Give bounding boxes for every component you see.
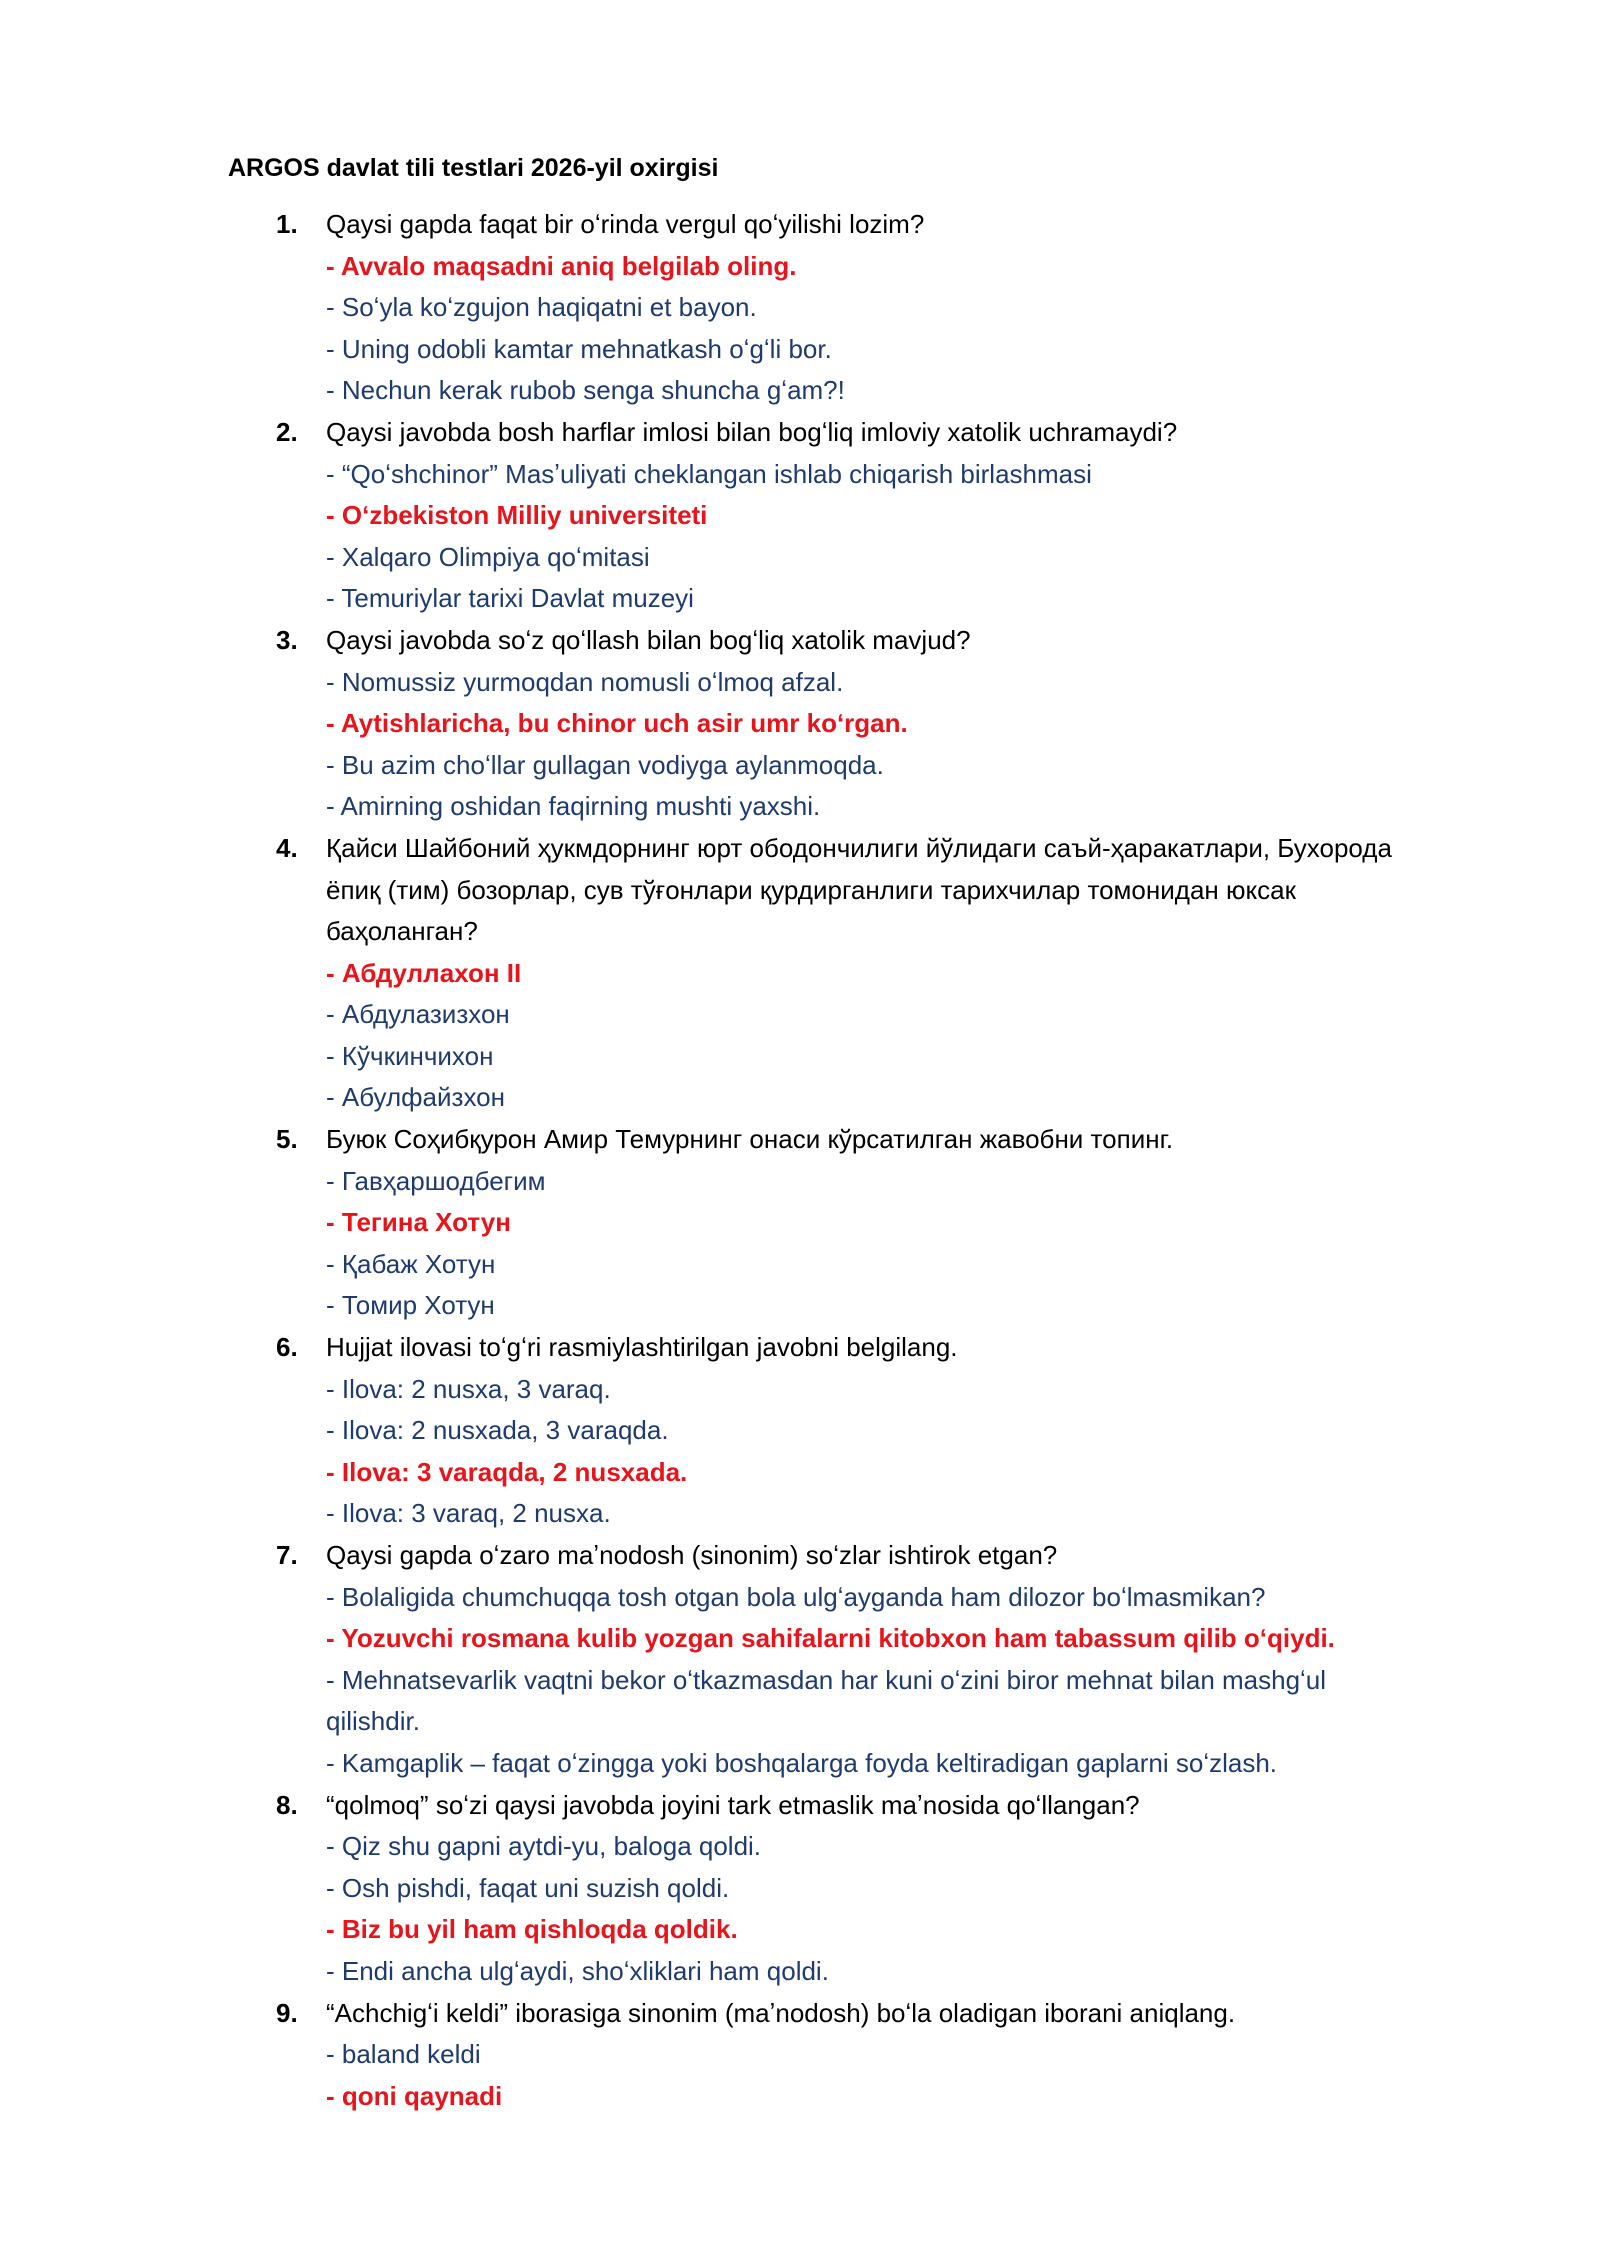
correct-answer-option: - Aytishlaricha, bu chinor uch asir umr koʻrgan.	[326, 708, 908, 739]
question-item	[228, 620, 1400, 828]
answer-option: - Osh pishdi, faqat uni suzish qoldi.	[326, 1872, 730, 1903]
question-item	[228, 828, 1400, 1119]
answer-option: - Ilova: 3 varaq, 2 nusxa.	[326, 1498, 611, 1529]
correct-answer-option: - Yozuvchi rosmana kulib yozgan sahifalarni kitobxon ham tabassum qilib oʻqiydi.	[326, 1623, 1335, 1654]
question-text: Қайси Шайбоний ҳукмдорнинг юрт ободончилиги йўлидаги саъй-ҳаракатлари, Бухорода ёпиқ (тим) бозорлар, сув тўғонлари қурдирганлиги тарихчилар томонидан юксак баҳоланган?	[326, 832, 1392, 947]
answer-option: - Абулфайзхон	[326, 1082, 505, 1113]
answer-options	[326, 1161, 1400, 1327]
answer-option: - Endi ancha ulgʻaydi, shoʻxliklari ham qoldi.	[326, 1955, 829, 1986]
answer-options	[326, 1826, 1400, 1992]
answer-options	[326, 246, 1400, 412]
question-text: Qaysi javobda soʻz qoʻllash bilan bogʻliq xatolik mavjud?	[326, 624, 971, 655]
answer-option: - Абдулазизхон	[326, 999, 510, 1030]
question-number: 7.	[276, 1540, 298, 1570]
question-text: Qaysi gapda oʻzaro maʼnodosh (sinonim) soʻzlar ishtirok etgan?	[326, 1540, 1058, 1570]
question-number: 1.	[276, 209, 298, 239]
correct-answer-option: - Ilova: 3 varaqda, 2 nusxada.	[326, 1456, 688, 1487]
answer-option: - Bu azim choʻllar gullagan vodiyga aylanmoqda.	[326, 749, 884, 780]
answer-option: - Ilova: 2 nusxa, 3 varaq.	[326, 1373, 611, 1404]
question-text: “Achchigʻi keldi” iborasiga sinonim (maʼnodosh) boʻla oladigan iborani aniqlang.	[326, 1997, 1236, 2028]
question-item	[228, 1119, 1400, 1327]
answer-option: - Кўчкинчихон	[326, 1040, 494, 1071]
correct-answer-option: - Oʻzbekiston Milliy universiteti	[326, 500, 708, 531]
answer-option: - “Qoʻshchinor” Masʼuliyati cheklangan ishlab chiqarish birlashmasi	[326, 458, 1092, 489]
document-title: ARGOS davlat tili testlari 2026-yil oxirgisi	[228, 154, 719, 182]
answer-option: - Kamgaplik – faqat oʻzingga yoki boshqalarga foyda keltiradigan gaplarni soʻzlash.	[326, 1747, 1278, 1778]
question-item	[228, 204, 1400, 412]
answer-options	[326, 1577, 1400, 1785]
question-list	[228, 204, 1400, 2117]
answer-options	[326, 1369, 1400, 1535]
correct-answer-option: - Абдуллахон II	[326, 957, 522, 988]
question-number: 6.	[276, 1332, 298, 1363]
question-number: 2.	[276, 416, 298, 447]
question-number: 5.	[276, 1124, 298, 1155]
answer-option: - Amirning oshidan faqirning mushti yaxshi.	[326, 791, 821, 822]
answer-option: - Ilova: 2 nusxada, 3 varaqda.	[326, 1415, 669, 1446]
answer-option: - Soʻyla koʻzgujon haqiqatni et bayon.	[326, 292, 757, 323]
question-number: 4.	[276, 832, 298, 863]
correct-answer-option: - Biz bu yil ham qishloqda qoldik.	[326, 1914, 738, 1945]
answer-options	[326, 2034, 1400, 2117]
question-text: Qaysi gapda faqat bir oʻrinda vergul qoʻyilishi lozim?	[326, 209, 925, 239]
question-item	[228, 1327, 1400, 1535]
answer-option: - Nechun kerak rubob senga shuncha gʻam?!	[326, 375, 845, 406]
question-text: Qaysi javobda bosh harflar imlosi bilan bogʻliq imloviy xatolik uchramaydi?	[326, 416, 1178, 447]
answer-option: - Nomussiz yurmoqdan nomusli oʻlmoq afzal.	[326, 666, 844, 697]
answer-option: - Uning odobli kamtar mehnatkash oʻgʻli bor.	[326, 333, 832, 364]
question-text: “qolmoq” soʻzi qaysi javobda joyini tark etmaslik maʼnosida qoʻllangan?	[326, 1789, 1140, 1820]
answer-options	[326, 662, 1400, 828]
question-item	[228, 412, 1400, 620]
question-text: Hujjat ilovasi toʻgʻri rasmiylashtirilgan javobni belgilang.	[326, 1332, 958, 1363]
question-item	[228, 1993, 1400, 2118]
answer-option: - Bolaligida chumchuqqa tosh otgan bola ulgʻayganda ham dilozor boʻlmasmikan?	[326, 1581, 1266, 1612]
answer-option: - Qiz shu gapni aytdi-yu, baloga qoldi.	[326, 1831, 762, 1862]
answer-option: - Томир Хотун	[326, 1290, 495, 1321]
question-number: 3.	[276, 624, 298, 655]
answer-options	[326, 454, 1400, 620]
answer-options	[326, 953, 1400, 1119]
question-text: Буюк Соҳибқурон Амир Темурнинг онаси кўрсатилган жавобни топинг.	[326, 1124, 1174, 1155]
answer-option: - Xalqaro Olimpiya qoʻmitasi	[326, 541, 650, 572]
question-number: 9.	[276, 1997, 298, 2028]
answer-option: - Гавҳаршодбегим	[326, 1165, 546, 1196]
correct-answer-option: - Avvalo maqsadni aniq belgilab oling.	[326, 250, 797, 281]
answer-option: - Temuriylar tarixi Davlat muzeyi	[326, 583, 694, 614]
question-number: 8.	[276, 1789, 298, 1820]
answer-option: - Mehnatsevarlik vaqtni bekor oʻtkazmasdan har kuni oʻzini biror mehnat bilan mashgʻul qilishdir.	[326, 1664, 1327, 1737]
answer-option: - Қабаж Хотун	[326, 1248, 496, 1279]
answer-option: - baland keldi	[326, 2039, 481, 2070]
question-item	[228, 1535, 1400, 1785]
correct-answer-option: - qoni qaynadi	[326, 2080, 503, 2111]
question-item	[228, 1785, 1400, 1993]
correct-answer-option: - Тегина Хотун	[326, 1207, 511, 1238]
